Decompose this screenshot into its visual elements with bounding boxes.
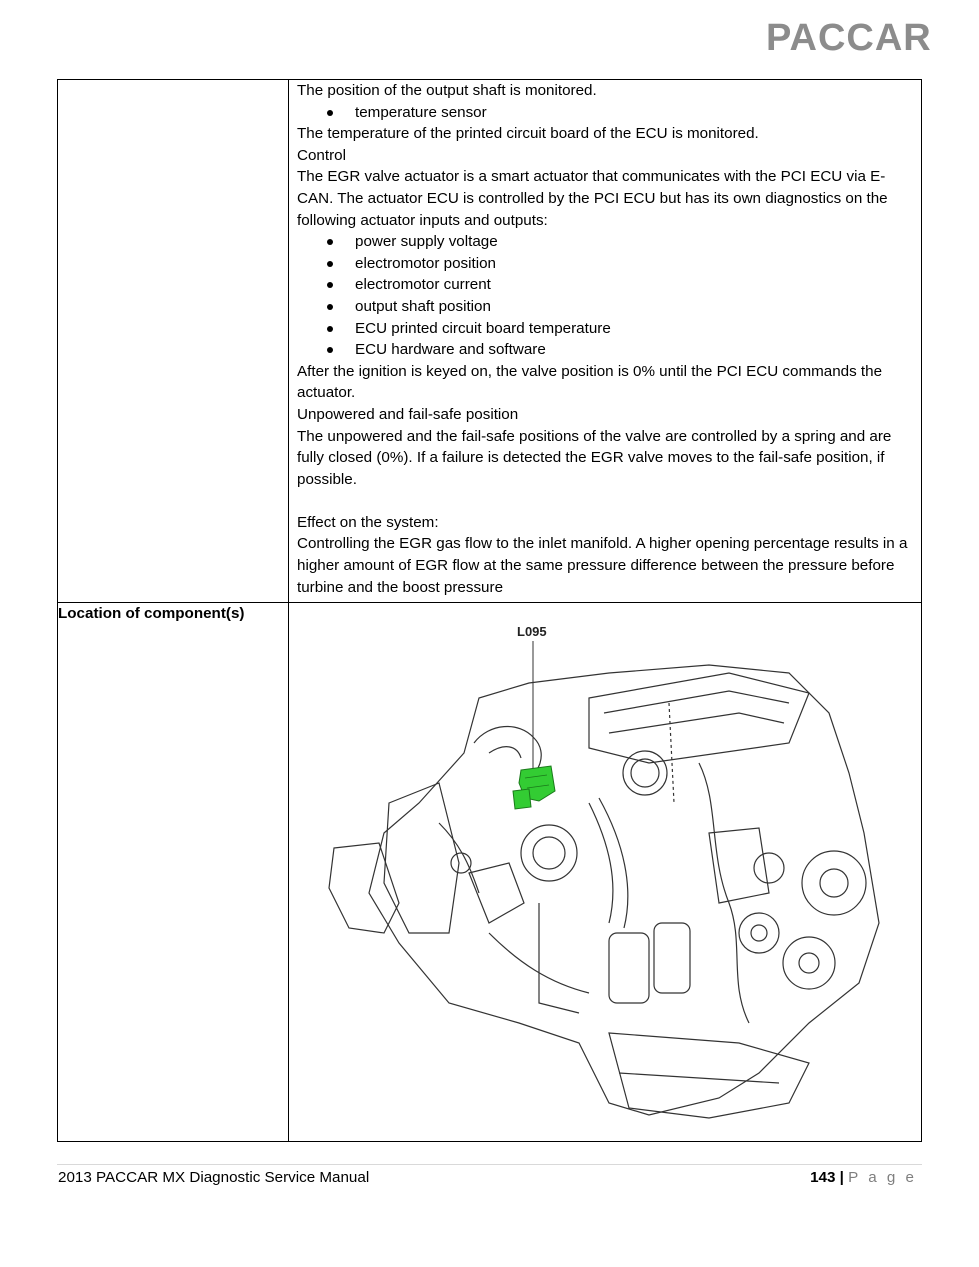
engine-illustration <box>289 603 921 1139</box>
list-item: ECU hardware and software <box>327 339 913 361</box>
section-heading-failsafe: Unpowered and fail-safe position <box>297 405 519 423</box>
description-cell <box>289 80 922 603</box>
page-number: 143 <box>810 1169 836 1186</box>
callout-label: L095 <box>517 624 547 639</box>
engine-outline <box>329 665 879 1118</box>
paragraph: The unpowered and the fail-safe positions of the valve are controlled by a spring and are fully closed (0%). If a failure is detected the EGR valve moves to the fail-safe position, if possible. <box>297 427 892 488</box>
bullet-list <box>297 102 913 124</box>
footer-divider <box>57 1164 922 1165</box>
list-item: output shaft position <box>327 296 913 318</box>
list-item: electromotor current <box>327 274 913 296</box>
description-label-cell <box>58 80 289 603</box>
diagnostic-table <box>57 79 922 1142</box>
bullet-list <box>297 231 913 361</box>
paragraph: The position of the output shaft is monitored. <box>297 82 597 99</box>
engine-drawing <box>289 603 921 1139</box>
location-label: Location of component(s) <box>58 603 289 1142</box>
description-row <box>58 80 922 603</box>
egr-actuator-highlight <box>513 766 555 809</box>
location-row <box>58 603 922 1142</box>
paragraph: After the ignition is keyed on, the valve position is 0% until the PCI ECU commands the actuator. <box>297 362 883 402</box>
page-separator: | <box>839 1169 844 1186</box>
paragraph: The EGR valve actuator is a smart actuator that communicates with the PCI ECU via E-CAN. The actuator ECU is controlled by the PCI ECU but has its own diagnostics on the following actuator inputs and outputs: <box>297 168 888 229</box>
list-item: temperature sensor <box>327 102 913 124</box>
list-item: power supply voltage <box>327 231 913 253</box>
list-item: ECU printed circuit board temperature <box>327 318 913 340</box>
footer-page-number <box>810 1168 917 1188</box>
section-heading-effect: Effect on the system: <box>297 513 439 531</box>
paccar-logo: PACCAR <box>766 17 932 59</box>
location-figure-cell <box>289 603 922 1142</box>
list-item: electromotor position <box>327 253 913 275</box>
footer-manual-title: 2013 PACCAR MX Diagnostic Service Manual <box>58 1169 370 1186</box>
section-heading-control: Control <box>297 146 346 164</box>
page-word: P a g e <box>848 1169 917 1186</box>
paragraph: Controlling the EGR gas flow to the inlet manifold. A higher opening percentage results in a higher amount of EGR flow at the same pressure difference between the pressure before turbine and the boost pressure <box>297 535 908 596</box>
paragraph: The temperature of the printed circuit board of the ECU is monitored. <box>297 125 759 143</box>
